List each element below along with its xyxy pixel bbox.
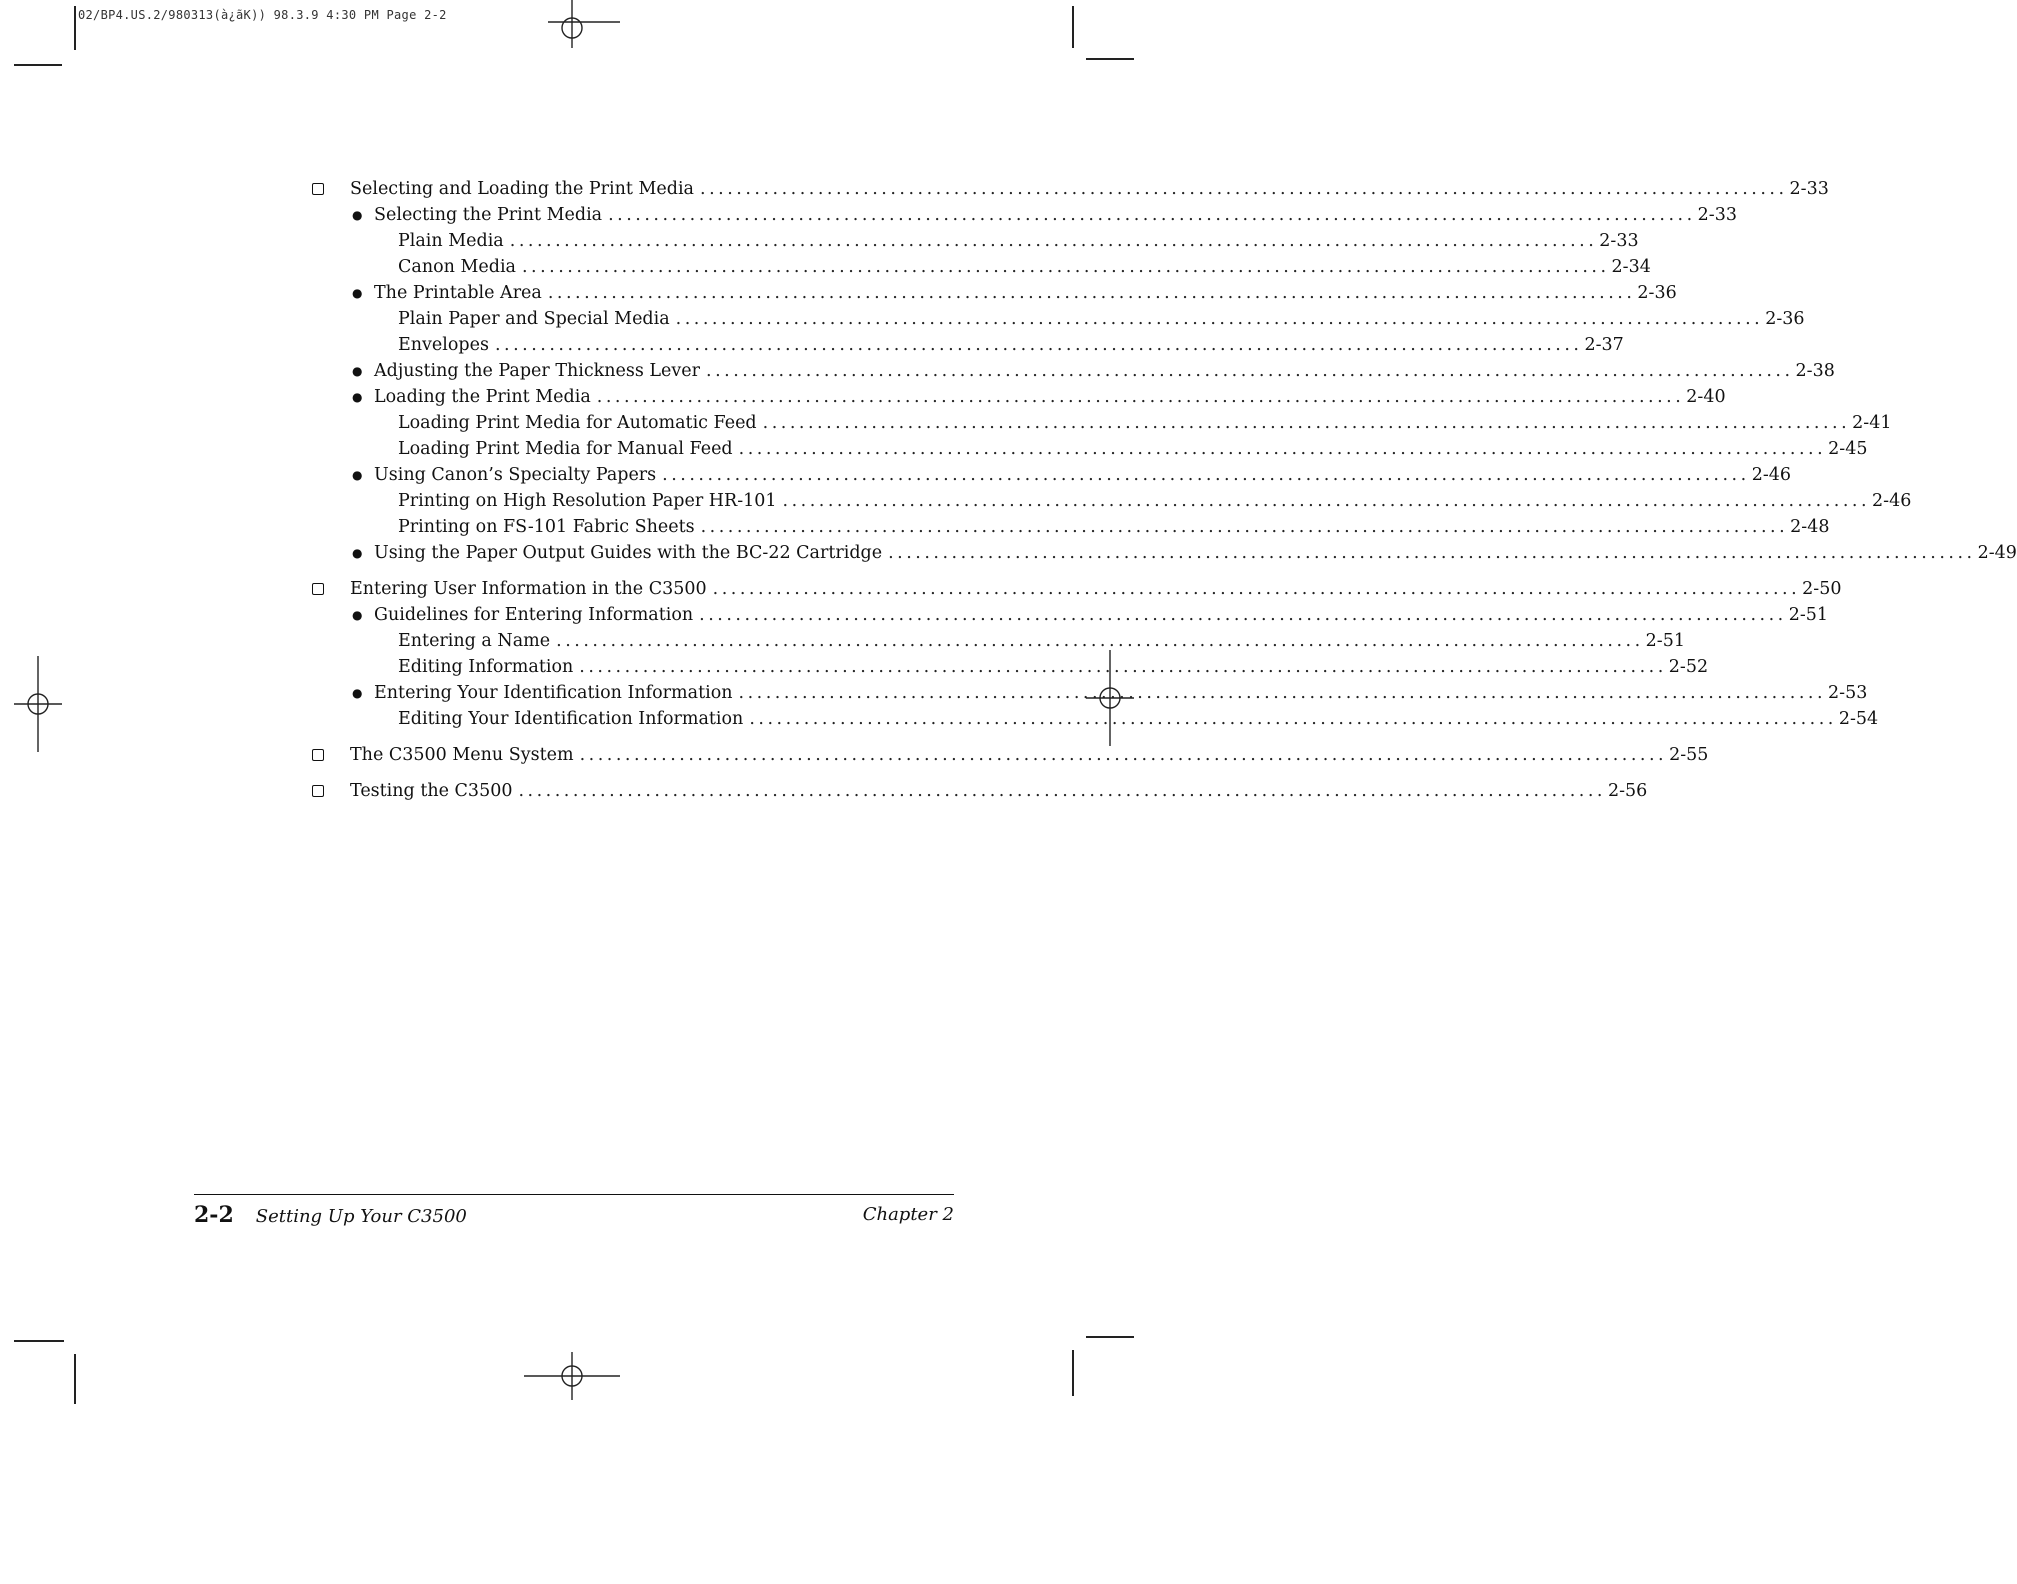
toc-entry [310,254,1651,280]
toc-entry-line [374,384,1726,410]
toc-entry-label: Selecting the Print Media [374,205,603,225]
crop-mark-bottom-left-vertical [74,1354,76,1404]
toc-entry-label: Plain Media [398,231,504,251]
crop-mark-bottom-right-horizontal [1086,1336,1134,1338]
toc-entry [310,410,1892,436]
toc-entry [310,514,1830,540]
bullet-icon: ● [352,390,363,404]
toc-entry-label: Printing on FS-101 Fabric Sheets [398,517,695,537]
toc-entry-label: Guidelines for Entering Information [374,605,694,625]
toc-entry-label: Testing the C3500 [350,781,513,801]
toc-entry [310,540,2017,566]
dot-leader: ........................................................................................................................ [888,543,1976,563]
toc-entry [310,628,1685,654]
toc-entry-label: The Printable Area [374,283,542,303]
toc-entry [310,332,1624,358]
toc-entry-page: 2-33 [1697,205,1737,225]
toc-entry-label: Envelopes [398,335,489,355]
footer-rule [194,1194,954,1195]
dot-leader: ........................................................................................................................ [712,579,1801,599]
toc-entry-page: 2-52 [1668,657,1709,677]
toc-entry-page: 2-56 [1608,781,1648,801]
toc-entry-label: The C3500 Menu System [350,745,574,765]
dot-leader: ........................................................................................................................ [749,709,1837,729]
toc-entry-label: Using Canon’s Specialty Papers [374,465,657,485]
toc-entry-line [374,462,1792,488]
printer-slug: 02/BP4.US.2/980313(à¿ãK)) 98.3.9 4:30 PM Page 2-2 [78,8,447,22]
toc-entry [310,576,1842,602]
dot-leader: ........................................................................................................................ [738,439,1827,459]
toc-entry-label: Adjusting the Paper Thickness Lever [374,361,700,381]
toc-entry-line [374,602,1829,628]
footer-left [194,1202,467,1228]
toc-entry-page: 2-50 [1802,579,1842,599]
crop-mark-top-right-vertical [1072,6,1074,48]
toc-entry-page: 2-33 [1599,231,1639,251]
toc-entry-page: 2-48 [1790,517,1830,537]
toc-entry [310,680,1868,706]
checkbox-icon [312,583,324,595]
toc-entry-label: Loading Print Media for Manual Feed [398,439,733,459]
bullet-icon: ● [352,208,363,222]
toc-entry-line [398,488,1912,514]
toc-entry [310,602,1829,628]
bullet-icon: ● [352,468,363,482]
toc-entry-line [398,254,1651,280]
toc-entry [310,654,1709,680]
dot-leader: ........................................................................................................................ [494,335,1583,355]
toc-entry-label: Plain Paper and Special Media [398,309,670,329]
toc-entry-page: 2-46 [1751,465,1792,485]
toc-entry-line [398,514,1830,540]
checkbox-icon [312,785,324,797]
toc-entry-line [398,306,1805,332]
toc-entry [310,280,1677,306]
toc-entry [310,306,1805,332]
dot-leader: ........................................................................................................................ [547,283,1636,303]
toc-entry-label: Editing Your Identification Information [398,709,744,729]
toc-entry-page: 2-49 [1977,543,2017,563]
toc-entry-page: 2-40 [1686,387,1726,407]
toc-entry-page: 2-51 [1645,631,1685,651]
toc-entry [310,228,1639,254]
crop-mark-top-left-horizontal [14,64,62,66]
toc-entry-line [398,332,1624,358]
toc-entry-label: Canon Media [398,257,516,277]
toc-entry-page: 2-34 [1611,257,1651,277]
dot-leader: ........................................................................................................................ [521,257,1610,277]
toc-entry-line [350,778,1648,804]
toc-entry-line [398,706,1879,732]
dot-leader: ........................................................................................................................ [675,309,1764,329]
toc-entry [310,778,1648,804]
toc-entry-line [350,176,1829,202]
toc-entry-page: 2-41 [1852,413,1892,433]
checkbox-icon [312,183,324,195]
dot-leader: ........................................................................................................................ [608,205,1696,225]
dot-leader: ........................................................................................................................ [762,413,1851,433]
dot-leader: ........................................................................................................................ [518,781,1606,801]
toc-entry-label: Printing on High Resolution Paper HR-101 [398,491,777,511]
footer-chapter: Chapter 2 [862,1204,954,1225]
toc-entry-line [374,202,1737,228]
registration-mark-top [548,0,620,48]
toc-entry-page: 2-53 [1828,683,1868,703]
dot-leader: ........................................................................................................................ [738,683,1827,703]
bullet-icon: ● [352,546,363,560]
toc-entry-label: Loading the Print Media [374,387,591,407]
footer-page-number: 2-2 [194,1202,234,1228]
toc-entry-line [398,410,1892,436]
footer-title: Setting Up Your C3500 [255,1206,467,1227]
dot-leader: ........................................................................................................................ [579,745,1668,765]
checkbox-icon [312,749,324,761]
bullet-icon: ● [352,608,363,622]
dot-leader: ........................................................................................................................ [579,657,1667,677]
dot-leader: ........................................................................................................................ [662,465,1750,485]
crop-mark-top-right-horizontal [1086,58,1134,60]
toc-entry-line [398,628,1685,654]
toc-entry [310,742,1709,768]
toc-entry-page: 2-51 [1788,605,1829,625]
toc-entry [310,706,1879,732]
toc-entry [310,358,1835,384]
toc-entry-line [398,436,1868,462]
toc-entry-page: 2-46 [1872,491,1912,511]
toc-entry-label: Entering User Information in the C3500 [350,579,707,599]
toc-entry-line [374,358,1835,384]
crop-mark-top-left-vertical [74,6,76,50]
toc-entry-label: Selecting and Loading the Print Media [350,179,694,199]
toc-entry-line [398,654,1709,680]
toc-entry-label: Using the Paper Output Guides with the BC-22 Cartridge [374,543,883,563]
toc-entry-page: 2-36 [1637,283,1677,303]
bullet-icon: ● [352,686,363,700]
dot-leader: ........................................................................................................................ [699,605,1787,625]
toc-entry-line [350,742,1709,768]
bullet-icon: ● [352,364,363,378]
dot-leader: ........................................................................................................................ [509,231,1598,251]
registration-mark-left [14,656,62,752]
toc-entry-page: 2-45 [1828,439,1868,459]
toc-entry [310,436,1868,462]
toc-entry-page: 2-38 [1795,361,1835,381]
toc-entry-label: Loading Print Media for Automatic Feed [398,413,757,433]
toc-entry-line [374,280,1677,306]
toc-entry-line [398,228,1639,254]
toc-entry [310,202,1737,228]
toc-entry-label: Entering a Name [398,631,551,651]
dot-leader: ........................................................................................................................ [556,631,1644,651]
dot-leader: ........................................................................................................................ [700,179,1788,199]
toc-entry-page: 2-55 [1669,745,1709,765]
toc-entry-line [350,576,1842,602]
toc-entry-page: 2-36 [1765,309,1805,329]
toc-entry-line [374,680,1868,706]
toc-entry [310,176,1829,202]
dot-leader: ........................................................................................................................ [596,387,1685,407]
dot-leader: ........................................................................................................................ [700,517,1789,537]
registration-mark-bottom [524,1352,620,1400]
table-of-contents [310,176,2017,804]
toc-entry [310,488,1912,514]
crop-mark-bottom-right-vertical [1072,1350,1074,1396]
crop-mark-bottom-left-horizontal [14,1340,64,1342]
dot-leader: ........................................................................................................................ [782,491,1871,511]
toc-entry-label: Entering Your Identification Information [374,683,733,703]
dot-leader: ........................................................................................................................ [706,361,1794,381]
toc-entry-label: Editing Information [398,657,574,677]
bullet-icon: ● [352,286,363,300]
toc-entry-page: 2-54 [1838,709,1879,729]
toc-entry-page: 2-37 [1584,335,1624,355]
toc-entry-line [374,540,2017,566]
toc-entry [310,384,1726,410]
toc-entry-page: 2-33 [1789,179,1829,199]
toc-entry [310,462,1792,488]
